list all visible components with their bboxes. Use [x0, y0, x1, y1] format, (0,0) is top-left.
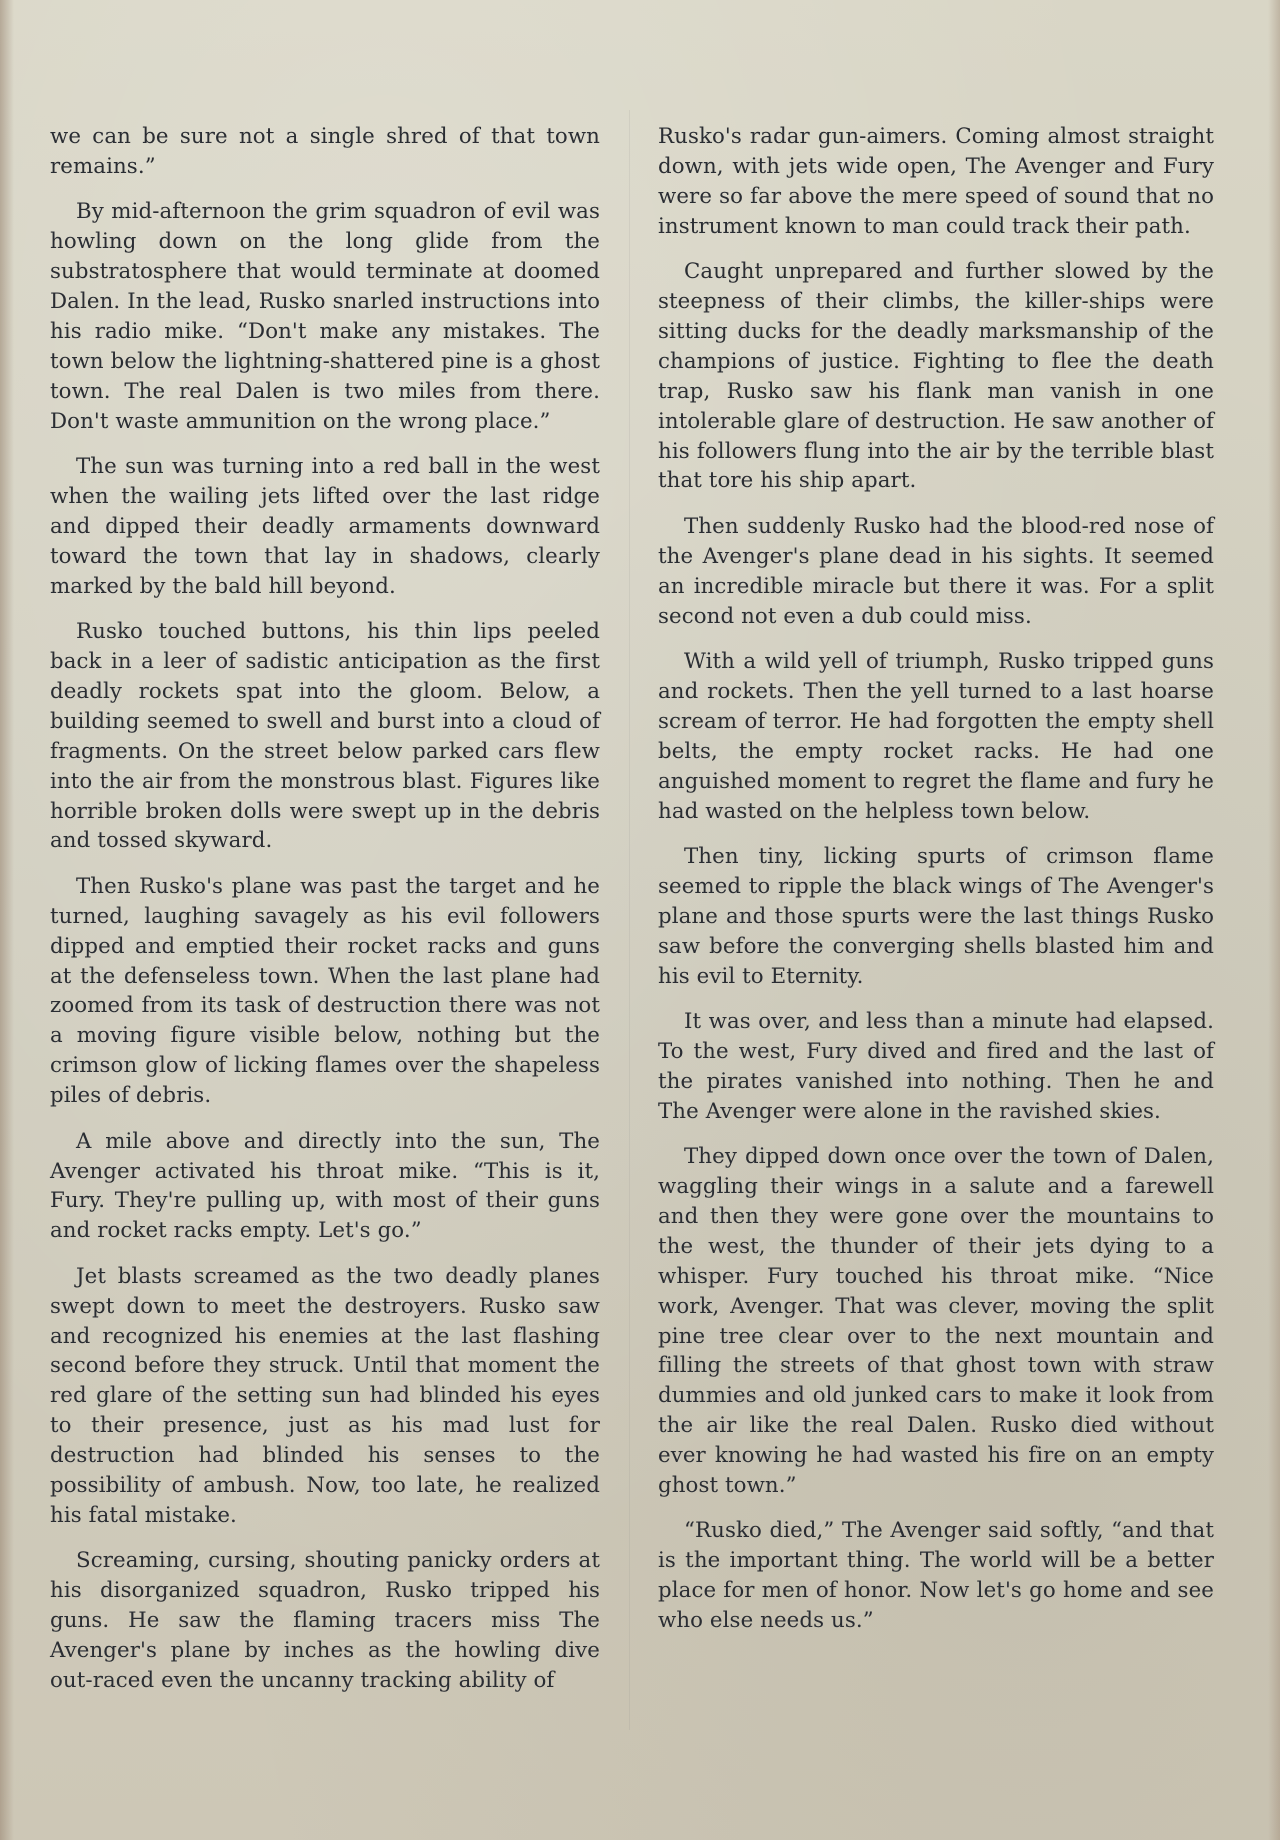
paragraph: The sun was turning into a red ball in the west when the wailing jets lifted over the last ridge and dipped their deadly armaments downward toward the town that lay in shadows, clearly marked by the bald hill beyond. — [50, 454, 600, 599]
paragraph: Then Rusko's plane was past the target and he turned, laughing savagely as his evil followers dipped and emptied their rocket racks and guns at the defenseless town. When the last plane had zoomed from its task of destruction there was not a moving figure visible below, nothing but the crimson glow of licking flames over the shapeless piles of debris. — [50, 873, 600, 1109]
paragraph: Rusko's radar gun-aimers. Coming almost straight down, with jets wide open, The Avenger and Fury were so far above the mere speed of sound that no instrument known to man could track their path. — [658, 124, 1214, 239]
left-column — [50, 122, 600, 1711]
paragraph: we can be sure not a single shred of that town remains.” — [50, 124, 600, 179]
paragraph: “Rusko died,” The Avenger said softly, “and that is the important thing. The world will be a better place for men of honor. Now let's go home and see who else needs us.” — [658, 1518, 1214, 1634]
paragraph: It was over, and less than a minute had elapsed. To the west, Fury dived and fired and the last of the pirates vanished into nothing. Then he and The Avenger were alone in the ravished skies. — [658, 1008, 1214, 1124]
paragraph: Rusko touched buttons, his thin lips peeled back in a leer of sadistic anticipation as the first deadly rockets spat into the gloom. Below, a building seemed to swell and burst into a cloud of fragments. On the street below parked cars flew into the air from the monstrous blast. Figures like horrible broken dolls were swept up in the debris and tossed skyward. — [50, 619, 600, 854]
paragraph: A mile above and directly into the sun, The Avenger activated his throat mike. “This is it, Fury. They're pulling up, with most of their guns and rocket racks empty. Let's go.” — [50, 1128, 600, 1244]
paragraph: With a wild yell of triumph, Rusko tripped guns and rockets. Then the yell turned to a last hoarse scream of terror. He had forgotten the empty shell belts, the empty rocket racks. He had one anguished moment to regret the flame and fury he had wasted on the helpless town below. — [658, 649, 1214, 824]
paragraph: They dipped down once over the town of Dalen, waggling their wings in a salute and a farewell and then they were gone over the mountains to the west, the thunder of their jets dying to a whisper. Fury touched his throat mike. “Nice work, Avenger. That was clever, moving the split pine tree clear over to the next mountain and filling the streets of that ghost town with straw dummies and old junked cars to make it look from the air like the real Dalen. Rusko died without ever knowing he had wasted his fire on an empty ghost town.” — [658, 1144, 1214, 1499]
page-edge-left — [0, 0, 14, 1840]
paragraph: Jet blasts screamed as the two deadly planes swept down to meet the destroyers. Rusko saw and recognized his enemies at the last flashing second before they struck. Until that moment the red glare of the setting sun had blinded his eyes to their presence, just as his mad lust for destruction had blinded his senses to the possibility of ambush. Now, too late, he realized his fatal mistake. — [50, 1263, 600, 1528]
paragraph: Then suddenly Rusko had the blood-red nose of the Avenger's plane dead in his sights. It seemed an incredible miracle but there it was. For a split second not even a dub could miss. — [658, 513, 1214, 629]
page-edge-right — [1268, 0, 1280, 1840]
paragraph: By mid-afternoon the grim squadron of evil was howling down on the long glide from the substratosphere that would terminate at doomed Dalen. In the lead, Rusko snarled instructions into his radio mike. “Don't make any mistakes. The town below the lightning-shattered pine is a ghost town. The real Dalen is two miles from there. Don't waste ammunition on the wrong place.” — [50, 199, 600, 434]
column-gutter — [629, 110, 630, 1730]
paragraph: Caught unprepared and further slowed by the steepness of their climbs, the killer-ships were sitting ducks for the deadly marksmanship of the champions of justice. Fighting to flee the death trap, Rusko saw his flank man vanish in one intolerable glare of destruction. He saw another of his followers flung into the air by the terrible blast that tore his ship apart. — [658, 259, 1214, 494]
paragraph: Then tiny, licking spurts of crimson flame seemed to ripple the black wings of The Avenger's plane and those spurts were the last things Rusko saw before the converging shells blasted him and his evil to Eternity. — [658, 843, 1214, 989]
paragraph: Screaming, cursing, shouting panicky orders at his disorganized squadron, Rusko tripped his guns. He saw the flaming tracers miss The Avenger's plane by inches as the howling dive out-raced even the uncanny tracking ability of — [50, 1548, 600, 1693]
right-column — [658, 122, 1214, 1652]
